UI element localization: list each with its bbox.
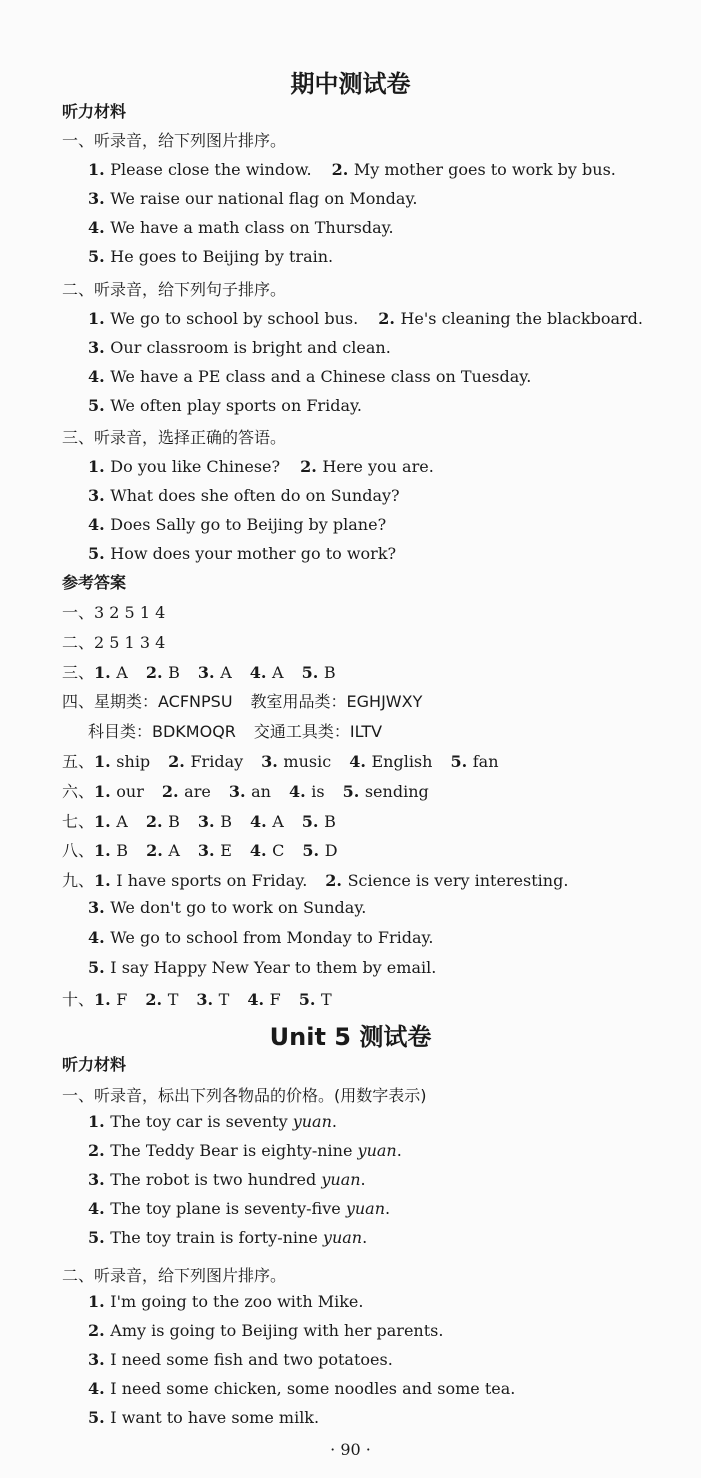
answer-section-prefix: 十、 (62, 990, 95, 1009)
answer-text: 交通工具类：ILTV (253, 722, 383, 741)
item-text: We often play sports on Friday. (110, 396, 362, 415)
answer-row (62, 600, 165, 623)
answer-number: 3. (88, 898, 111, 917)
item-number: 4. (88, 1199, 111, 1218)
item-text-end: . (396, 1141, 402, 1160)
answer-text: is (311, 782, 325, 801)
list-item (88, 457, 434, 476)
answer-text: B (220, 812, 232, 831)
item-number: 1. (88, 309, 111, 328)
item-text-end: . (331, 1112, 337, 1131)
answer-text: We don't go to work on Sunday. (110, 898, 367, 917)
answer-number: 5. (301, 663, 324, 682)
test2-listening-label: 听力材料 (62, 1055, 127, 1074)
answer-text: 3 2 5 1 4 (94, 603, 166, 622)
answer-row (62, 809, 336, 832)
item-text: Here you are. (322, 457, 434, 476)
answer-text: A (272, 812, 284, 831)
answer-section-prefix: 五、 (62, 752, 95, 771)
item-italic-word: yuan (292, 1112, 332, 1131)
item-text: I want to have some milk. (110, 1408, 320, 1427)
answer-row (62, 838, 338, 861)
item-number: 3. (88, 189, 111, 208)
answer-number: 3. (261, 752, 284, 771)
answer-text: B (323, 663, 336, 682)
answer-text: B (324, 812, 336, 831)
answer-number: 1. (94, 812, 117, 831)
answer-text: E (220, 841, 232, 860)
answer-text: Friday (190, 752, 244, 771)
answer-number: 1. (94, 871, 117, 890)
answer-text: A (116, 812, 128, 831)
test2-title: Unit 5 测试卷 (269, 1023, 432, 1051)
answer-text: 2 5 1 3 4 (94, 633, 166, 652)
list-item (88, 1379, 515, 1398)
item-text: The toy train is forty-nine (110, 1228, 323, 1247)
item-number: 5. (88, 247, 111, 266)
list-item (88, 396, 362, 415)
answer-section-prefix: 七、 (62, 812, 95, 831)
item-text: Amy is going to Beijing with her parents. (110, 1321, 444, 1340)
list-item (88, 515, 386, 534)
list-item (88, 338, 391, 357)
answer-row (62, 660, 336, 683)
item-number: 4. (88, 515, 111, 534)
answer-row (62, 630, 165, 653)
item-italic-word: yuan (345, 1199, 385, 1218)
answer-row (62, 868, 568, 891)
answer-text: are (184, 782, 211, 801)
list-item (88, 1350, 393, 1369)
item-text: We raise our national flag on Monday. (110, 189, 418, 208)
answer-text: B (116, 841, 129, 860)
answer-text: C (272, 841, 285, 860)
item-number: 3. (88, 486, 111, 505)
item-text: How does your mother go to work? (110, 544, 397, 563)
item-text-end: . (362, 1228, 368, 1247)
answer-number: 1. (94, 782, 117, 801)
list-item (88, 1292, 363, 1311)
item-number: 3. (88, 1170, 111, 1189)
item-text: The toy plane is seventy-five (110, 1199, 346, 1218)
item-text: We go to school by school bus. (110, 309, 359, 328)
list-item (88, 1408, 319, 1427)
item-number: 4. (88, 367, 111, 386)
item-number: 2. (300, 457, 323, 476)
answer-number: 1. (94, 841, 117, 860)
list-item (88, 1112, 337, 1131)
answer-text: T (218, 990, 230, 1009)
answer-text: I have sports on Friday. (116, 871, 308, 890)
answer-number: 2. (161, 782, 185, 801)
answer-number: 3. (196, 990, 219, 1009)
item-text: Please close the window. (110, 160, 312, 179)
item-text: We have a math class on Thursday. (110, 218, 394, 237)
answer-number: 2. (145, 812, 169, 831)
answer-text: T (320, 990, 332, 1009)
list-item (88, 1141, 402, 1160)
answer-text: F (269, 990, 281, 1009)
item-text: The robot is two hundred (110, 1170, 322, 1189)
answer-text: A (116, 663, 128, 682)
answer-number: 1. (94, 990, 117, 1009)
item-text: Our classroom is bright and clean. (110, 338, 391, 357)
item-number: 3. (88, 338, 111, 357)
answer-number: 3. (197, 663, 221, 682)
answer-row (88, 898, 366, 917)
item-number: 1. (88, 1112, 111, 1131)
answer-text: 科目类：BDKMOQR (88, 722, 236, 741)
test2-sec2-heading: 二、听录音，给下列图片排序。 (62, 1266, 287, 1285)
answer-number: 2. (145, 663, 169, 682)
item-text: The Teddy Bear is eighty-nine (110, 1141, 358, 1160)
item-italic-word: yuan (357, 1141, 397, 1160)
answer-text: Science is very interesting. (347, 871, 569, 890)
answer-text: We go to school from Monday to Friday. (110, 928, 434, 947)
item-text: He goes to Beijing by train. (110, 247, 334, 266)
item-italic-word: yuan (322, 1228, 363, 1247)
answer-number: 4. (249, 663, 273, 682)
item-number: 5. (88, 544, 111, 563)
list-item (88, 218, 394, 237)
item-text-end: . (385, 1199, 391, 1218)
answer-text: ship (116, 752, 151, 771)
item-number: 5. (88, 1228, 111, 1247)
item-number: 5. (88, 1408, 111, 1427)
answer-row (62, 689, 422, 712)
item-text: What does she often do on Sunday? (110, 486, 400, 505)
answer-text: T (167, 990, 179, 1009)
test1-listening-label: 听力材料 (62, 102, 127, 121)
item-number: 2. (88, 1141, 111, 1160)
page-number: · 90 · (330, 1440, 371, 1459)
answer-text: 教室用品类：EGHJWXY (250, 692, 423, 711)
answer-text: English (371, 752, 433, 771)
answer-section-prefix: 一、 (62, 603, 95, 622)
answer-number: 5. (301, 812, 325, 831)
answer-row (88, 719, 382, 742)
answer-text: I say Happy New Year to them by email. (110, 958, 437, 977)
test1-title: 期中测试卷 (290, 70, 411, 98)
answer-text: A (168, 841, 180, 860)
answer-number: 2. (146, 841, 169, 860)
answer-number: 5. (450, 752, 473, 771)
answer-section-prefix: 四、 (62, 692, 95, 711)
item-text: Does Sally go to Beijing by plane? (110, 515, 387, 534)
answer-text: sending (364, 782, 429, 801)
answer-row (62, 779, 429, 802)
item-number: 4. (88, 1379, 111, 1398)
answer-number: 4. (249, 812, 273, 831)
list-item (88, 544, 396, 563)
answer-number: 2. (168, 752, 191, 771)
item-number: 1. (88, 1292, 111, 1311)
answer-row (88, 958, 436, 977)
answer-text: F (116, 990, 128, 1009)
list-item (88, 189, 417, 208)
item-number: 4. (88, 218, 111, 237)
answer-row (62, 987, 332, 1010)
list-item (88, 1228, 367, 1247)
answer-number: 5. (298, 990, 321, 1009)
test1-sec2-heading: 二、听录音，给下列句子排序。 (62, 280, 287, 299)
test1-answer-label: 参考答案 (62, 573, 127, 592)
item-italic-word: yuan (321, 1170, 361, 1189)
answer-text: fan (472, 752, 499, 771)
item-text: I need some chicken, some noodles and some tea. (110, 1379, 516, 1398)
answer-number: 4. (249, 841, 273, 860)
item-text: My mother goes to work by bus. (353, 160, 616, 179)
answer-text: our (116, 782, 144, 801)
list-item (88, 486, 400, 505)
list-item (88, 1199, 390, 1218)
answer-row (88, 928, 434, 947)
answer-section-prefix: 九、 (62, 871, 95, 890)
answer-number: 3. (228, 782, 252, 801)
answer-section-prefix: 八、 (62, 841, 95, 860)
answer-text: A (220, 663, 232, 682)
item-number: 2. (378, 309, 401, 328)
item-number: 2. (88, 1321, 111, 1340)
answer-number: 3. (197, 812, 221, 831)
answer-number: 4. (349, 752, 372, 771)
answer-number: 4. (247, 990, 270, 1009)
answer-number: 2. (325, 871, 348, 890)
list-item (88, 367, 531, 386)
answer-text: B (168, 812, 180, 831)
item-number: 3. (88, 1350, 111, 1369)
item-text: He's cleaning the blackboard. (400, 309, 643, 328)
answer-text: music (283, 752, 332, 771)
answer-number: 2. (145, 990, 168, 1009)
item-number: 2. (331, 160, 354, 179)
answer-text: B (168, 663, 180, 682)
answer-section-prefix: 三、 (62, 663, 95, 682)
test1-sec1-heading: 一、听录音，给下列图片排序。 (62, 131, 287, 150)
answer-number: 3. (197, 841, 221, 860)
answer-number: 1. (94, 752, 117, 771)
item-text: Do you like Chinese? (110, 457, 281, 476)
answer-section-prefix: 六、 (62, 782, 95, 801)
list-item (88, 309, 643, 328)
item-number: 5. (88, 396, 111, 415)
item-text: The toy car is seventy (110, 1112, 293, 1131)
answer-number: 4. (288, 782, 312, 801)
answer-number: 5. (342, 782, 365, 801)
answer-number: 5. (88, 958, 111, 977)
answer-row (62, 749, 499, 772)
test1-sec3-heading: 三、听录音，选择正确的答语。 (62, 428, 287, 447)
test2-sec1-heading: 一、听录音，标出下列各物品的价格。(用数字表示) (62, 1086, 427, 1105)
item-number: 1. (88, 160, 111, 179)
answer-number: 1. (94, 663, 117, 682)
item-text: I need some fish and two potatoes. (110, 1350, 393, 1369)
answer-text: A (272, 663, 284, 682)
item-number: 1. (88, 457, 111, 476)
item-text: We have a PE class and a Chinese class on Tuesday. (110, 367, 532, 386)
answer-number: 4. (88, 928, 111, 947)
answer-text: D (324, 841, 338, 860)
answer-section-prefix: 二、 (62, 633, 95, 652)
answer-number: 5. (302, 841, 325, 860)
item-text: I'm going to the zoo with Mike. (110, 1292, 364, 1311)
list-item (88, 1170, 366, 1189)
list-item (88, 247, 333, 266)
item-text-end: . (360, 1170, 366, 1189)
answer-text: 星期类：ACFNPSU (94, 692, 233, 711)
list-item (88, 160, 616, 179)
list-item (88, 1321, 443, 1340)
answer-text: an (251, 782, 271, 801)
